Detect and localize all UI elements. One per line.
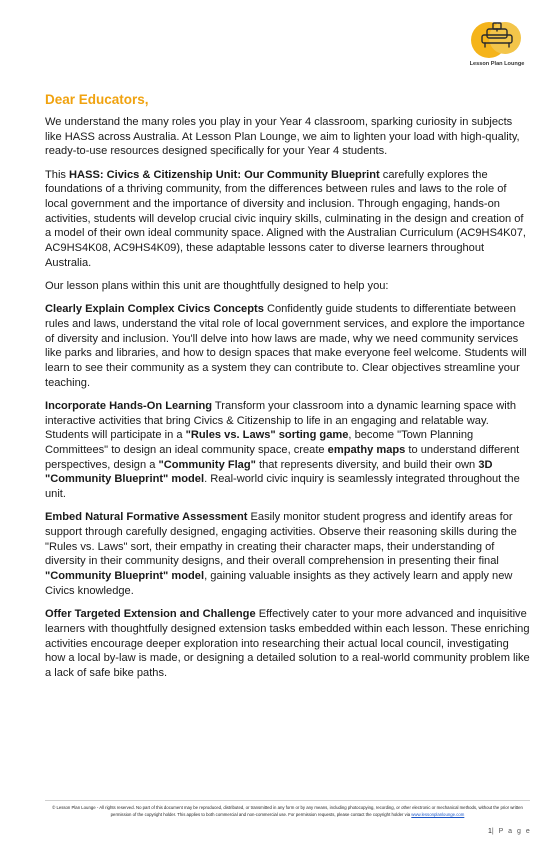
lounge-sofa-icon — [469, 20, 525, 60]
assess-heading: Embed Natural Formative Assessment — [45, 511, 248, 524]
copyright-text: © Lesson Plan Lounge - All rights reserved. No part of this document may be reproduced, distributed, or transmitted in any form or by any means, including photocopying, recording, or other electronic or mechanical methods, without the prior written permission of the copyright holder. This applies to both commercial and non-commercial use. For permission requests, please contact the copyright holder via — [52, 805, 523, 817]
page-label: | P a g e — [491, 828, 532, 835]
footer-copyright — [45, 805, 530, 818]
handson-text-1: Transform your classroom into a dynamic learning space with interactive activities that bring Civics & Citizenship to life in an engaging and relatable way. Students will participate in a — [45, 399, 517, 442]
lesson-plan-lounge-logo — [463, 20, 531, 70]
assess-text-1: Easily monitor student progress and identify areas for support through carefully designed, engaging activities. Observe their reasoning skills during the "Rules vs. Laws" sort, their empathy in creating their character maps, their understanding of diversity in their community designs, and their overall comprehension in presenting their final — [45, 511, 517, 568]
handson-community-flag: "Community Flag" — [158, 458, 256, 471]
page-number — [488, 828, 531, 835]
explain-paragraph — [45, 302, 530, 390]
assess-paragraph — [45, 510, 530, 598]
handson-heading: Incorporate Hands-On Learning — [45, 399, 213, 412]
extension-body: Effectively cater to your more advanced and inquisitive learners with thoughtfully designed extension tasks embedded within each lesson. These enriching activities encourage deeper exploration into researching their actual local council, investigating how a local by-law is made, or designing a detailed solution to a real-world community problem like a lack of safe bike paths. — [45, 608, 530, 679]
letter-body — [45, 92, 530, 689]
extension-paragraph — [45, 607, 530, 681]
handson-text-4: that represents diversity, and build their own — [255, 458, 479, 471]
handson-blueprint-model: 3D "Community Blueprint" model — [45, 458, 493, 486]
footer-divider — [45, 800, 530, 801]
intro-paragraph: We understand the many roles you play in your Year 4 classroom, sparking curiosity in subjects like HASS across Australia. At Lesson Plan Lounge, we aim to lighten your load with high-quality, ready-to-use resources designed specifically for your Year 4 students. — [45, 116, 520, 158]
unit-description: carefully explores the foundations of a thriving community, from the differences between rules and laws to the role of local government and the importance of diversity and inclusion. Through engaging, hands-on activities, students will develop crucial civic inquiry skills, culminating in the design and creation of a model of their own ideal community space. Aligned with the Australian Curriculum (AC9HS4K07, AC9HS4K08, AC9HS4K09), these adaptable lessons cater to diverse learners throughout Australia. — [45, 168, 526, 269]
website-link[interactable]: www.lessonplanlounge.com — [411, 811, 465, 817]
unit-paragraph — [45, 168, 530, 271]
handson-empathy-maps: empathy maps — [327, 444, 406, 457]
handson-paragraph — [45, 399, 530, 502]
extension-heading: Offer Targeted Extension and Challenge — [45, 608, 256, 621]
explain-body: Confidently guide students to differentiate between rules and laws, understand the vital role of local government services, and explore the importance of diversity and inclusion. You'll delve into how laws are made, why we need community services like parks and libraries, and how to design spaces that make everyone feel welcome. Students will learn to see their community as a system they can contribute to. Clear objectives streamline your teaching. — [45, 303, 527, 389]
unit-title: HASS: Civics & Citizenship Unit: Our Community Blueprint — [69, 168, 380, 181]
handson-text-3: to understand different perspectives, design a — [45, 444, 520, 471]
handson-text-5: . Real-world civic inquiry is seamlessly integrated throughout the unit. — [45, 473, 520, 501]
logo-wordmark: Lesson Plan Lounge — [469, 61, 525, 67]
greeting: Dear Educators, — [45, 92, 149, 107]
assess-text-2: , gaining valuable insights as they actively learn and apply new Civics knowledge. — [45, 570, 513, 597]
explain-heading: Clearly Explain Complex Civics Concepts — [45, 303, 264, 316]
handson-text-2: , become "Town Planning Committees" to design an ideal community space, create — [45, 429, 474, 457]
handson-sorting-game: "Rules vs. Laws" sorting game — [185, 429, 349, 442]
unit-pre: This — [45, 168, 70, 181]
page-number-value: 1 — [488, 828, 492, 835]
assess-blueprint-model: "Community Blueprint" model — [45, 570, 205, 583]
lead-in-paragraph: Our lesson plans within this unit are thoughtfully designed to help you: — [45, 280, 389, 293]
